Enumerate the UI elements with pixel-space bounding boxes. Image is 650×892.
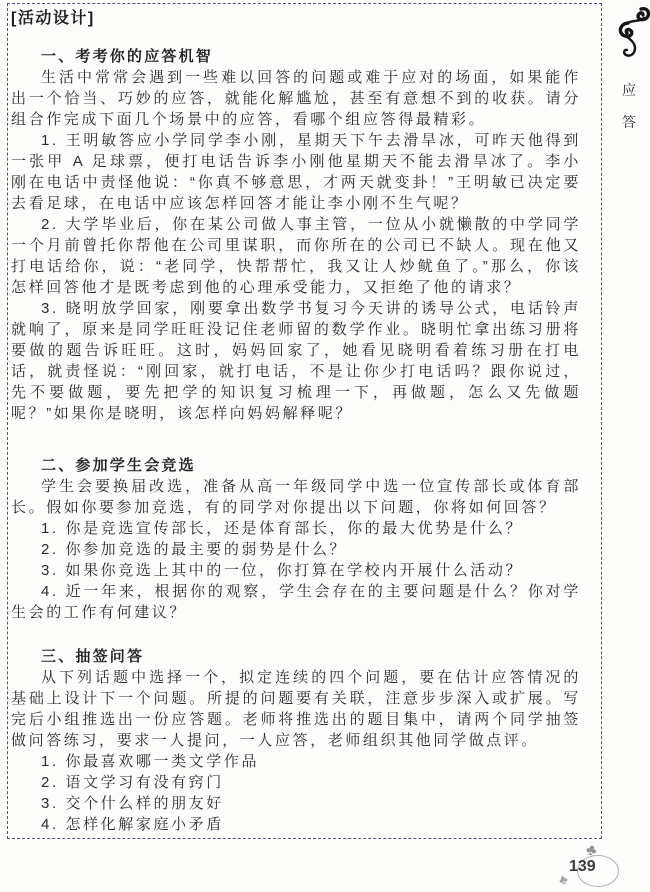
page-title: [活动设计]: [11, 10, 95, 27]
section-intro: 生活中常常会遇到一些难以回答的问题或难于应对的场面，如果能作出一个恰当、巧妙的应答，就能化解尴尬，甚至有意想不到的收获。请分组合作完成下面几个场景中的应答，看哪个组应答得最精彩。: [11, 69, 581, 128]
flourish-ornament-icon: [616, 6, 650, 62]
section-heading: 二、参加学生会竞选: [41, 457, 196, 474]
topic-item: 4. 怎样化解家庭小矛盾: [41, 816, 224, 833]
right-margin: [608, 0, 650, 200]
margin-label-char: 应: [622, 82, 636, 98]
topic-item: 2. 语文学习有没有窍门: [41, 774, 224, 791]
section-heading: 三、抽签问答: [41, 648, 145, 665]
question-item: 2. 你参加竞选的最主要的弱势是什么？: [41, 541, 348, 558]
scenario-item: 2. 大学毕业后，你在某公司做人事主管，一位从小就懒散的中学同学一个月前曾托你帮他在公司里谋职，而你所在的公司已不缺人。现在他又打电话给你，说：“老同学，快帮帮忙，我又让人炒鱿鱼了。”那么，你该怎样回答他才是既考虑到他的心理承受能力，又拒绝了他的请求？: [11, 216, 581, 296]
section-heading: 一、考考你的应答机智: [41, 48, 214, 65]
section-student-council-election: [11, 455, 581, 623]
page-number: 139: [569, 858, 596, 875]
margin-label-char: 答: [622, 114, 636, 130]
section-intro: 学生会要换届改选，准备从高一年级同学中选一位宣传部长或体育部长。假如你要参加竞选，有的同学对你提出以下问题，你将如何回答？: [11, 478, 581, 516]
topic-item: 3. 交个什么样的朋友好: [41, 795, 224, 812]
question-item: 3. 如果你竞选上其中的一位，你打算在学校内开展什么活动？: [41, 562, 524, 579]
club-icon: ♣: [584, 841, 599, 860]
margin-topic-label: [608, 82, 650, 146]
page-number-badge: [556, 843, 640, 891]
section-intro: 从下列话题中选择一个，拟定连续的四个问题，要在估计应答情况的基础上设计下一个问题。所提的问题要有关联，注意步步深入或扩展。写完后小组推选出一份应答题。老师将推选出的题目集中，请两个同学抽签做问答练习，要求一人提问，一人应答，老师组织其他同学做点评。: [11, 669, 581, 749]
content-box: [7, 3, 602, 839]
question-item: 4. 近一年来，根据你的观察，学生会存在的主要问题是什么？你对学生会的工作有何建议？: [11, 583, 581, 621]
club-icon: ♣: [557, 871, 570, 888]
topic-item: 1. 你最喜欢哪一类文学作品: [41, 753, 260, 770]
scenario-item: 1. 王明敏答应小学同学李小刚，星期天下午去滑旱冰，可昨天他得到一张甲 A 足球票，便打电话告诉李小刚他星期天不能去滑旱冰了。李小刚在电话中责怪他说：“你真不够意思，才两天就变卦！”王明敏已决定要去看足球，在电话中应该怎样回答才能让李小刚不生气呢？: [11, 132, 581, 212]
section-test-your-response-wit: [11, 46, 581, 424]
scenario-item: 3. 晓明放学回家，刚要拿出数学书复习今天讲的诱导公式，电话铃声就响了，原来是同学旺旺没记住老师留的数学作业。晓明忙拿出练习册将要做的题告诉旺旺。这时，妈妈回家了，她看见晓明看着练习册在打电话，就责怪说：“刚回家，就打电话，不是让你少打电话吗？跟你说过，先不要做题，要先把学的知识复习梳理一下，再做题，怎么又先做题呢？”如果你是晓明，该怎样向妈妈解释呢？: [11, 300, 581, 422]
section-lottery-qa: [11, 646, 581, 835]
question-item: 1. 你是竞选宣传部长，还是体育部长，你的最大优势是什么？: [41, 520, 524, 537]
